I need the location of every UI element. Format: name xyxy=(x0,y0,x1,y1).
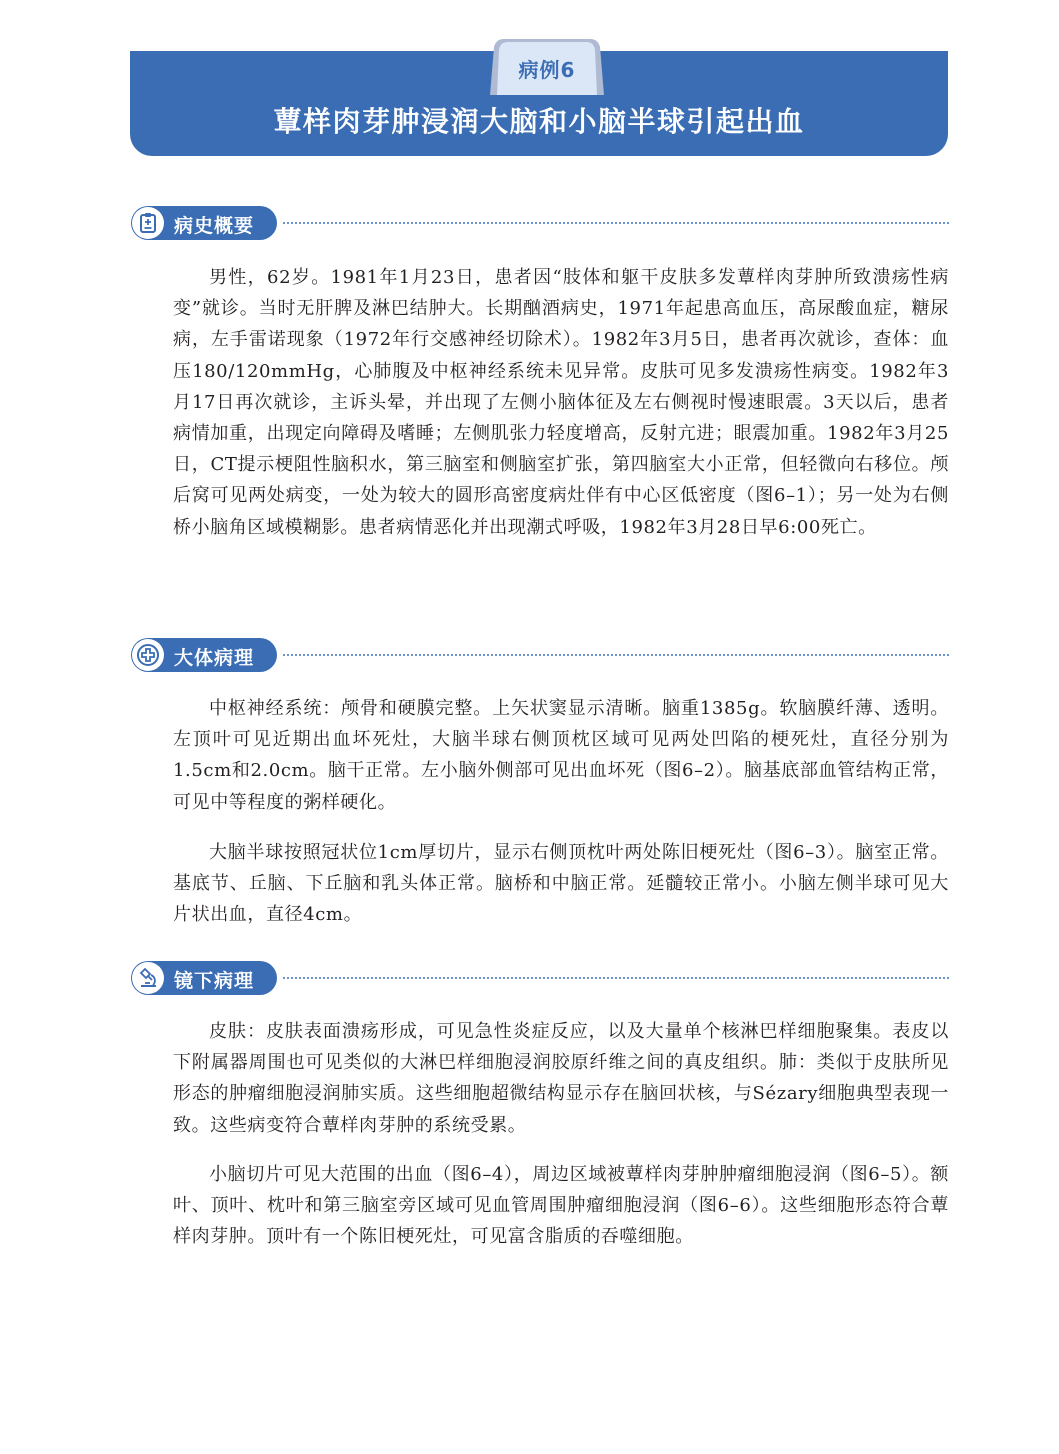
paragraph: 男性，62岁。1981年1月23日，患者因“肢体和躯干皮肤多发蕈样肉芽肿所致溃疡性病变”就诊。当时无肝脾及淋巴结肿大。长期酗酒病史，1971年起患高血压，高尿酸血症，糖尿病，左手雷诺现象（1972年行交感神经切除术）。1982年3月5日，患者再次就诊，查体：血压180/120mmHg，心肺腹及中枢神经系统未见异常。皮肤可见多发溃疡性病变。1982年3月17日再次就诊，主诉头晕，并出现了左侧小脑体征及左右侧视时慢速眼震。3天以后，患者病情加重，出现定向障碍及嗜睡；左侧肌张力轻度增高，反射亢进；眼震加重。1982年3月25日，CT提示梗阻性脑积水，第三脑室和侧脑室扩张，第四脑室大小正常，但轻微向右移位。颅后窝可见两处病变，一处为较大的圆形高密度病灶伴有中心区低密度（图6–1）；另一处为右侧桥小脑角区域模糊影。患者病情恶化并出现潮式呼吸，1982年3月28日早6:00死亡。 xyxy=(173,267,949,538)
section-heading: 病史概要 xyxy=(174,215,255,237)
paragraph: 大脑半球按照冠状位1cm厚切片，显示右侧顶枕叶两处陈旧梗死灶（图6–3）。脑室正常。基底节、丘脑、下丘脑和乳头体正常。脑桥和中脑正常。延髓较正常小。小脑左侧半球可见大片状出血，直径4cm。 xyxy=(173,842,949,926)
dotted-divider xyxy=(283,654,949,656)
clipboard-icon xyxy=(132,207,164,239)
dotted-divider xyxy=(283,977,949,979)
paragraph: 小脑切片可见大范围的出血（图6–4），周边区域被蕈样肉芽肿肿瘤细胞浸润（图6–5）。额叶、顶叶、枕叶和第三脑室旁区域可见血管周围肿瘤细胞浸润（图6–6）。这些细胞形态符合蕈样肉芽肿。顶叶有一个陈旧梗死灶，可见富含脂质的吞噬细胞。 xyxy=(173,1164,949,1248)
case-number: 病例6 xyxy=(518,58,576,82)
section-header-history xyxy=(131,206,949,242)
section-header-microscopic xyxy=(131,961,949,997)
paragraph: 中枢神经系统：颅骨和硬膜完整。上矢状窦显示清晰。脑重1385g。软脑膜纤薄、透明。左顶叶可见近期出血坏死灶，大脑半球右侧顶枕区域可见两处凹陷的梗死灶，直径分别为1.5cm和2.0cm。脑干正常。左小脑外侧部可见出血坏死（图6–2）。脑基底部血管结构正常，可见中等程度的粥样硬化。 xyxy=(173,698,949,813)
section-header-gross xyxy=(131,638,949,674)
paragraph: 皮肤：皮肤表面溃疡形成，可见急性炎症反应，以及大量单个核淋巴样细胞聚集。表皮以下附属器周围也可见类似的大淋巴样细胞浸润胶原纤维之间的真皮组织。肺：类似于皮肤所见形态的肿瘤细胞浸润肺实质。这些细胞超微结构显示存在脑回状核，与Sézary细胞典型表现一致。这些病变符合蕈样肉芽肿的系统受累。 xyxy=(173,1021,949,1136)
page-title: 蕈样肉芽肿浸润大脑和小脑半球引起出血 xyxy=(273,105,805,138)
section-heading: 镜下病理 xyxy=(174,970,255,992)
medical-cross-icon xyxy=(132,639,164,671)
case-tab xyxy=(490,38,604,95)
section-header-pill xyxy=(131,961,277,995)
section-header-pill xyxy=(131,206,277,240)
section-header-pill xyxy=(131,638,277,672)
dotted-divider xyxy=(283,222,949,224)
microscope-icon xyxy=(132,962,164,994)
section-heading: 大体病理 xyxy=(174,647,255,669)
